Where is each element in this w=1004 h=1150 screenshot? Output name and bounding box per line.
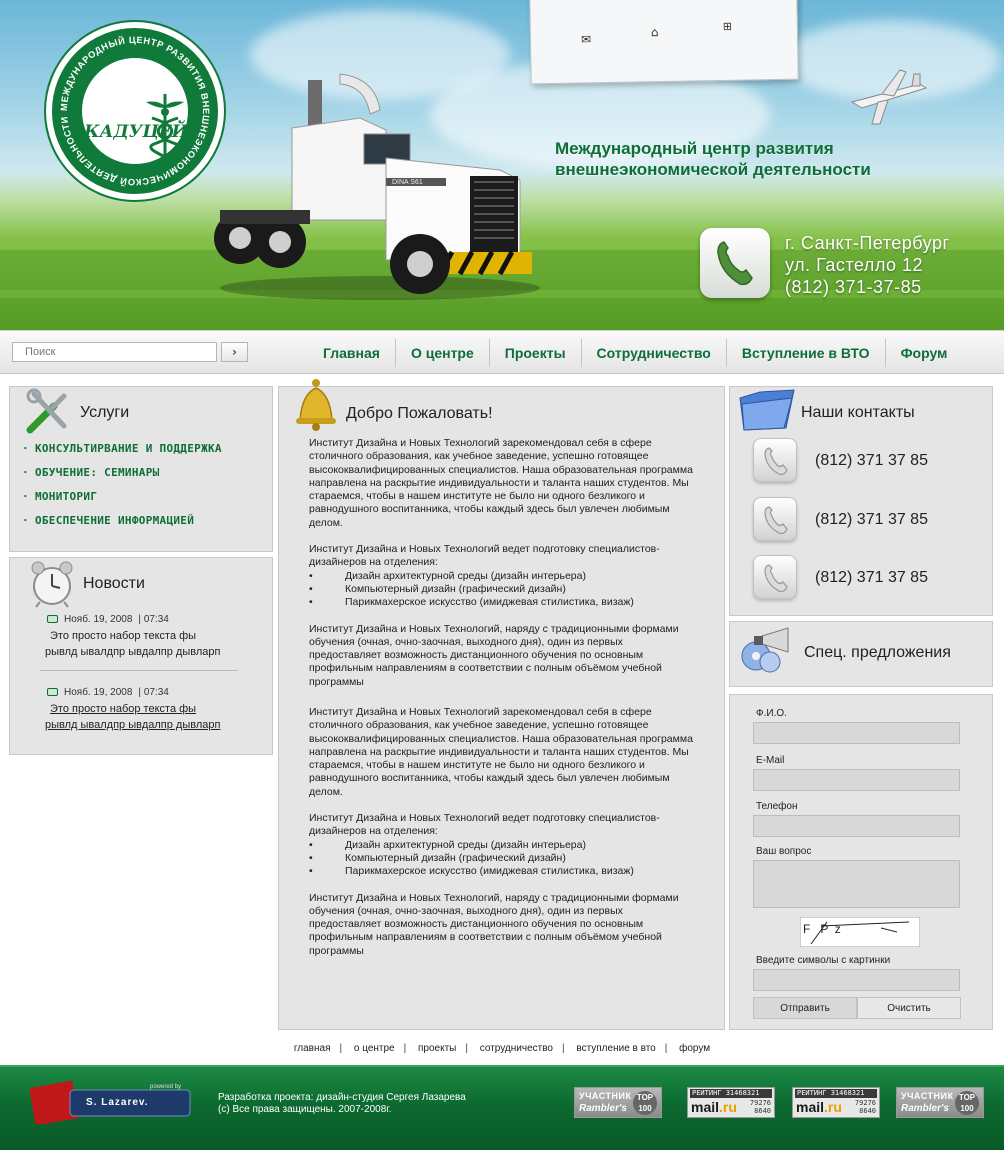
copyright-line: (с) Все права защищены. 2007-2008г. [218, 1104, 392, 1115]
phone-field[interactable] [753, 815, 960, 837]
contact-address [785, 232, 950, 298]
footer-link-home[interactable]: главная [293, 1043, 331, 1054]
news-date-row: Нояб. 19, 2008 | 07:34 [47, 614, 220, 625]
news-text: рывлд ывалдпр ывдалпр дывларп [45, 646, 221, 658]
news-text: Это просто набор текста фы [50, 630, 197, 642]
mail-rating-badge[interactable] [687, 1087, 775, 1118]
footer-link-about[interactable]: о центре [353, 1043, 395, 1054]
search-input[interactable] [12, 342, 217, 362]
captcha-field[interactable] [753, 969, 960, 991]
department-item: • Компьютерный дизайн (графический дизайн) [309, 852, 694, 865]
news-time: 07:34 [143, 614, 169, 625]
nav-about[interactable]: О центре [395, 339, 489, 367]
departments-list [309, 839, 694, 879]
home-icon[interactable]: ⌂ [650, 25, 659, 40]
mail-logo: mail.ru [796, 1099, 842, 1115]
logo-name: "КАДУЦЕЙ" [75, 122, 197, 142]
departments-list [309, 570, 694, 610]
calendar-icon [47, 688, 58, 696]
department-item: • Компьютерный дизайн (графический дизайн) [309, 583, 694, 596]
welcome-title: Добро Пожаловать! [346, 405, 493, 422]
nav-cooperation[interactable]: Сотрудничество [581, 339, 726, 367]
contact-phone[interactable]: (812) 371 37 85 [815, 569, 928, 586]
rambler-badge[interactable] [574, 1087, 662, 1118]
welcome-paragraph: Институт Дизайна и Новых Технологий ведет подготовку специалистов-дизайнеров на отделения: [309, 543, 660, 569]
nav-wto[interactable]: Вступление в ВТО [726, 339, 885, 367]
name-label: Ф.И.О. [756, 708, 787, 719]
mail-rating-label: РЕЙТИНГ 31468321 [690, 1089, 772, 1098]
footer-link-forum[interactable]: форум [679, 1043, 711, 1054]
rambler-name: Rambler's [901, 1103, 949, 1114]
nav-forum[interactable]: Форум [885, 339, 963, 367]
special-offers-title: Спец. предложения [804, 644, 951, 661]
news-link[interactable]: рывлд ывалдпр ывдалпр дывларп [45, 719, 221, 731]
search-button[interactable] [221, 342, 248, 362]
footer-link-cooperation[interactable]: сотрудничество [479, 1043, 553, 1054]
site-title [555, 138, 975, 180]
service-item[interactable]: · ОБЕСПЕЧЕНИЕ ИНФОРМАЦИЕЙ [22, 514, 222, 538]
news-date: Нояб. 19, 2008 [64, 687, 133, 698]
news-link[interactable]: Это просто набор текста фы [50, 703, 197, 715]
site-title-line2: внешнеэкономической деятельности [555, 160, 871, 179]
department-item: • Парикмахерское искусство (имиджевая стилистика, визаж) [309, 596, 694, 609]
phone-icon [753, 497, 797, 541]
mail-counters: 79276 8640 [749, 1099, 771, 1115]
phone-icon [700, 228, 770, 298]
news-date-row: Нояб. 19, 2008 | 07:34 [47, 687, 220, 698]
envelope-icon[interactable]: ✉ [580, 32, 592, 47]
news-item[interactable] [45, 614, 220, 660]
svg-text:DINA S61: DINA S61 [392, 179, 423, 186]
phone-icon [753, 555, 797, 599]
rambler-participant: УЧАСТНИК [901, 1091, 954, 1101]
mail-logo: mail.ru [691, 1099, 737, 1115]
mail-rating-badge[interactable] [792, 1087, 880, 1118]
top-icon-bar [529, 0, 798, 84]
department-item: • Дизайн архитектурной среды (дизайн интерьера) [309, 570, 694, 583]
footer-links: главная | о центре | проекты | сотрудничество | вступление в вто | форум [293, 1043, 711, 1054]
submit-button[interactable]: Отправить [753, 997, 857, 1019]
contact-phone[interactable]: (812) 371 37 85 [815, 511, 928, 528]
main-menu [308, 339, 962, 367]
folder-icon [738, 388, 796, 432]
site-title-line1: Международный центр развития [555, 139, 834, 158]
email-field[interactable] [753, 769, 960, 791]
news-title: Новости [83, 575, 145, 592]
contacts-title: Наши контакты [801, 404, 915, 421]
rambler-participant: УЧАСТНИК [579, 1091, 632, 1101]
airplane-image [842, 66, 932, 126]
nav-home[interactable]: Главная [323, 345, 380, 361]
welcome-paragraph: Институт Дизайна и Новых Технологий зарекомендовал себя в сфере столичного образования, как учебное заведение, успешно готовящее высококвалифицированных специалистов. Наша образовательная программа направлена на раскрытие индивидуальности и таланта наших студентов. Мы стараемся, чтобы в нашем институте не было ни одного безликого и равнодушного воспитанника, чтобы каждый здесь был увлечен любимым делом. [309, 437, 693, 529]
powered-by-label: powered by [150, 1084, 182, 1090]
studio-logo[interactable] [30, 1080, 192, 1124]
tools-icon [24, 388, 72, 436]
footer-credits [218, 1092, 466, 1116]
captcha-label: Введите символы с картинки [756, 955, 891, 966]
phone-icon [753, 438, 797, 482]
welcome-text-block-2 [309, 706, 694, 971]
email-label: E-Mail [756, 755, 785, 766]
service-item[interactable]: · ОБУЧЕНИЕ: СЕМИНАРЫ [22, 466, 222, 490]
megaphone-disc-icon [740, 626, 796, 674]
news-item[interactable] [45, 687, 220, 733]
services-title: Услуги [80, 404, 130, 421]
rambler-badge[interactable] [896, 1087, 984, 1118]
address-street: ул. Гастелло 12 [785, 255, 924, 275]
mail-counters: 79276 8640 [854, 1099, 876, 1115]
phone-label: Телефон [756, 801, 798, 812]
nav-projects[interactable]: Проекты [489, 339, 581, 367]
welcome-text-block-1 [309, 437, 694, 702]
footer-link-wto[interactable]: вступление в вто [576, 1043, 656, 1054]
rambler-name: Rambler's [579, 1103, 627, 1114]
contact-phone[interactable]: (812) 371 37 85 [815, 452, 928, 469]
welcome-paragraph: Институт Дизайна и Новых Технологий ведет подготовку специалистов-дизайнеров на отделения: [309, 812, 660, 838]
studio-name: S. Lazarev. [86, 1097, 149, 1108]
clear-button[interactable]: Очистить [857, 997, 961, 1019]
rambler-top: TOP 100 [955, 1091, 979, 1115]
address-city: г. Санкт-Петербург [785, 233, 950, 253]
question-field[interactable] [753, 860, 960, 908]
address-phone: (812) 371-37-85 [785, 277, 922, 297]
alarm-clock-icon [28, 558, 76, 608]
truck-image [200, 70, 540, 300]
calendar-icon [47, 615, 58, 623]
service-item[interactable]: · МОНИТОРИГ [22, 490, 222, 514]
department-item: • Парикмахерское искусство (имиджевая стилистика, визаж) [309, 865, 694, 878]
services-list [22, 442, 222, 538]
welcome-paragraph: Институт Дизайна и Новых Технологий зарекомендовал себя в сфере столичного образования, как учебное заведение, успешно готовящее высококвалифицированных специалистов. Наша образовательная программа направлена на раскрытие индивидуальности и таланта наших студентов. Мы стараемся, чтобы в нашем институте не было ни одного безликого и равнодушного воспитанника, чтобы каждый здесь был увлечен любимым делом. [309, 706, 693, 798]
footer-link-projects[interactable]: проекты [418, 1043, 457, 1054]
name-field[interactable] [753, 722, 960, 744]
welcome-paragraph: Институт Дизайна и Новых Технологий, наряду с традиционными формами обучения (очная, очно-заочная, выходного дня), один из первых предоставляет возможность дистанционного обучения по основным профильным направлениям в соответствии с полным объёмом учебной программы [309, 622, 679, 688]
news-time: 07:34 [143, 687, 169, 698]
news-divider [40, 670, 238, 671]
header-banner [0, 0, 1004, 330]
rambler-top: TOP 100 [633, 1091, 657, 1115]
service-item[interactable]: · КОНСУЛЬТИРВАНИЕ И ПОДДЕРЖКА [22, 442, 222, 466]
bell-icon [294, 378, 338, 432]
captcha-text: F P z [803, 922, 841, 936]
question-label: Ваш вопрос [756, 846, 812, 857]
captcha-image [800, 917, 920, 947]
arrow-right-icon: › [232, 345, 237, 359]
sitemap-icon[interactable]: ⊞ [722, 19, 733, 33]
navigation-bar [0, 330, 1004, 374]
welcome-paragraph: Институт Дизайна и Новых Технологий, наряду с традиционными формами обучения (очная, очно-заочная, выходного дня), один из первых предоставляет возможность дистанционного обучения по основным профильным направлениям в соответствии с полным объёмом учебной программы [309, 891, 679, 957]
mail-rating-label: РЕЙТИНГ 31468321 [795, 1089, 877, 1098]
credit-line: Разработка проекта: дизайн-студия Сергея Лазарева [218, 1092, 466, 1103]
department-item: • Дизайн архитектурной среды (дизайн интерьера) [309, 839, 694, 852]
svg-text:МЕЖДУНАРОДНЫЙ ЦЕНТР РАЗВИТИЯ В: МЕЖДУНАРОДНЫЙ ЦЕНТР РАЗВИТИЯ ВНЕШНЕЭКОНОМИЧЕСКОЙ ДЕЯТЕЛЬНОСТИ [58, 34, 212, 188]
news-date: Нояб. 19, 2008 [64, 614, 133, 625]
site-logo[interactable] [46, 22, 224, 200]
field-stripe [0, 298, 1004, 330]
